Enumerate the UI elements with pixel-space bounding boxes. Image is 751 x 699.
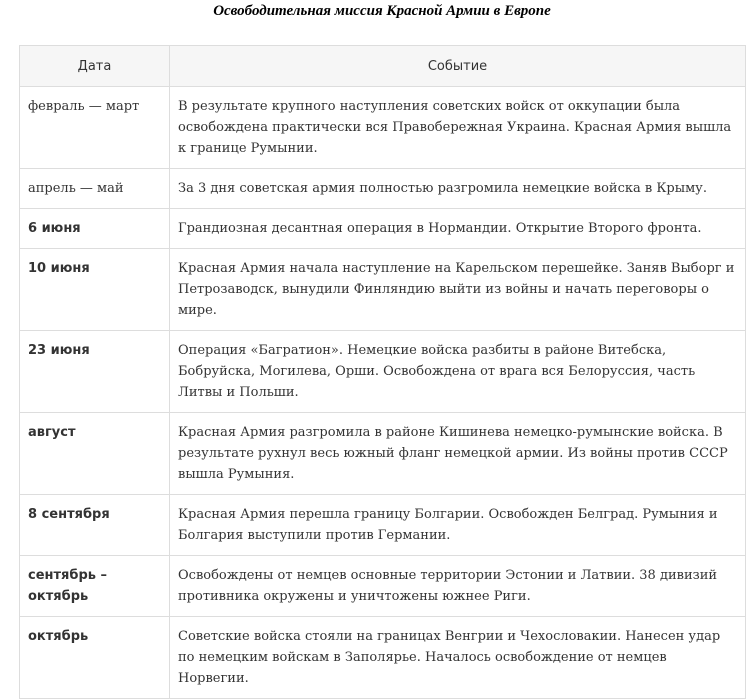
event-cell: Операция «Багратион». Немецкие войска разбиты в районе Витебска, Бобруйска, Могилева, Орши. Освобождена от врага вся Белоруссия, часть Литвы и Польши. xyxy=(170,331,746,413)
date-cell: 6 июня xyxy=(20,209,170,249)
table-row xyxy=(20,169,746,209)
table-row xyxy=(20,495,746,556)
date-cell: 23 июня xyxy=(20,331,170,413)
table-header xyxy=(20,46,746,87)
date-cell: 10 июня xyxy=(20,249,170,331)
table-row xyxy=(20,209,746,249)
column-header-date: Дата xyxy=(20,46,170,87)
event-cell: Освобождены от немцев основные территории Эстонии и Латвии. 38 дивизий противника окружены и уничтожены южнее Риги. xyxy=(170,556,746,617)
date-cell: 8 сентября xyxy=(20,495,170,556)
table-row xyxy=(20,331,746,413)
page-title: Освободительная миссия Красной Армии в Европе xyxy=(213,3,551,19)
table-body xyxy=(20,87,746,699)
event-cell: За 3 дня советская армия полностью разгромила немецкие войска в Крыму. xyxy=(170,169,746,209)
event-cell: Грандиозная десантная операция в Нормандии. Открытие Второго фронта. xyxy=(170,209,746,249)
table-row xyxy=(20,87,746,169)
event-cell: Красная Армия разгромила в районе Кишинева немецко-румынские войска. В результате рухнул весь южный фланг немецкой армии. Из войны против СССР вышла Румыния. xyxy=(170,413,746,495)
date-cell: октябрь xyxy=(20,617,170,699)
event-cell: Советские войска стояли на границах Венгрии и Чехословакии. Нанесен удар по немецким войскам в Заполярье. Началось освобождение от немцев Норвегии. xyxy=(170,617,746,699)
table-row xyxy=(20,556,746,617)
date-cell: февраль — март xyxy=(20,87,170,169)
event-cell: В результате крупного наступления советских войск от оккупации была освобождена практически вся Правобережная Украина. Красная Армия вышла к границе Румынии. xyxy=(170,87,746,169)
column-header-event: Событие xyxy=(170,46,746,87)
header-row xyxy=(20,46,746,87)
events-table xyxy=(19,45,746,699)
date-cell: сентябрь – октябрь xyxy=(20,556,170,617)
table-row xyxy=(20,249,746,331)
date-cell: апрель — май xyxy=(20,169,170,209)
event-cell: Красная Армия начала наступление на Карельском перешейке. Заняв Выборг и Петрозаводск, вынудили Финляндию выйти из войны и начать переговоры о мире. xyxy=(170,249,746,331)
table-row xyxy=(20,413,746,495)
event-cell: Красная Армия перешла границу Болгарии. Освобожден Белград. Румыния и Болгария выступили против Германии. xyxy=(170,495,746,556)
table-row xyxy=(20,617,746,699)
date-cell: август xyxy=(20,413,170,495)
